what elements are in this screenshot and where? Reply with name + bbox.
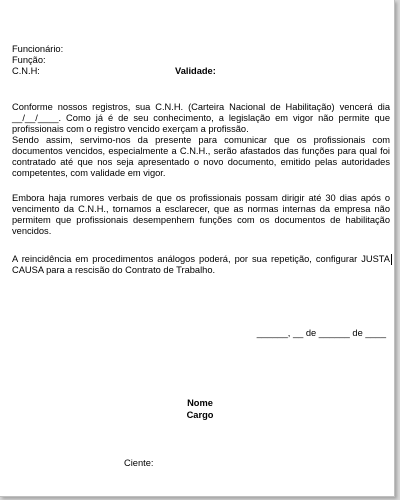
paragraph-expiration-notice <box>12 102 390 135</box>
paragraph-line: A reincidência em procedimentos análogos poderá, por sua repetição, configurar JUSTA <box>12 254 390 264</box>
paragraph-just-cause-warning <box>12 254 390 276</box>
paragraph-removal-notice <box>12 135 390 179</box>
paragraph-line-with-cursor <box>12 254 390 265</box>
validade-label: Validade: <box>175 66 216 76</box>
paragraph-line: vencidos. <box>12 226 52 236</box>
paragraph-line: permitem que profissionais desempenhem funções com os documentos de habilitação <box>12 215 390 225</box>
paragraph-line: documentos vencidos, especialmente a C.N.H., serão afastados das funções para qual foi <box>12 146 390 156</box>
funcao-label: Função: <box>12 55 46 65</box>
paragraph-line: Embora haja rumores verbais de que os profissionais possam dirigir até 30 dias após o <box>12 193 390 203</box>
paragraph-line: vencimento da C.N.H., tornamos a esclarecer, que as normas internas da empresa não <box>12 204 390 214</box>
text-cursor <box>391 254 392 265</box>
paragraph-line: competentes, com validade em vigor. <box>12 168 166 178</box>
paragraph-line: contratado até que nos seja apresentado o novo documento, emitido pelas autoridades <box>12 157 390 167</box>
date-line: ______, __ de ______ de ____ <box>256 328 386 338</box>
paragraph-rumors-clarification <box>12 193 390 237</box>
funcionario-label: Funcionário: <box>12 44 64 54</box>
ciente-label: Ciente: <box>124 458 154 468</box>
paragraph-line: __/__/____. Como já é de seu conhecimento, a legislação em vigor não permite que <box>12 113 390 123</box>
paragraph-line: Conforme nossos registros, sua C.N.H. (Carteira Nacional de Habilitação) vencerá dia <box>12 102 390 112</box>
paragraph-line: CAUSA para a rescisão do Contrato de Trabalho. <box>12 265 216 275</box>
signature-role: Cargo <box>186 410 214 420</box>
paragraph-line: profissionais com o registro vencido exerçam a profissão. <box>12 124 249 134</box>
paragraph-line: Sendo assim, servimo-nos da presente para comunicar que os profissionais com <box>12 135 390 145</box>
cnh-label: C.N.H: <box>12 66 40 76</box>
signature-name: Nome <box>187 398 213 408</box>
